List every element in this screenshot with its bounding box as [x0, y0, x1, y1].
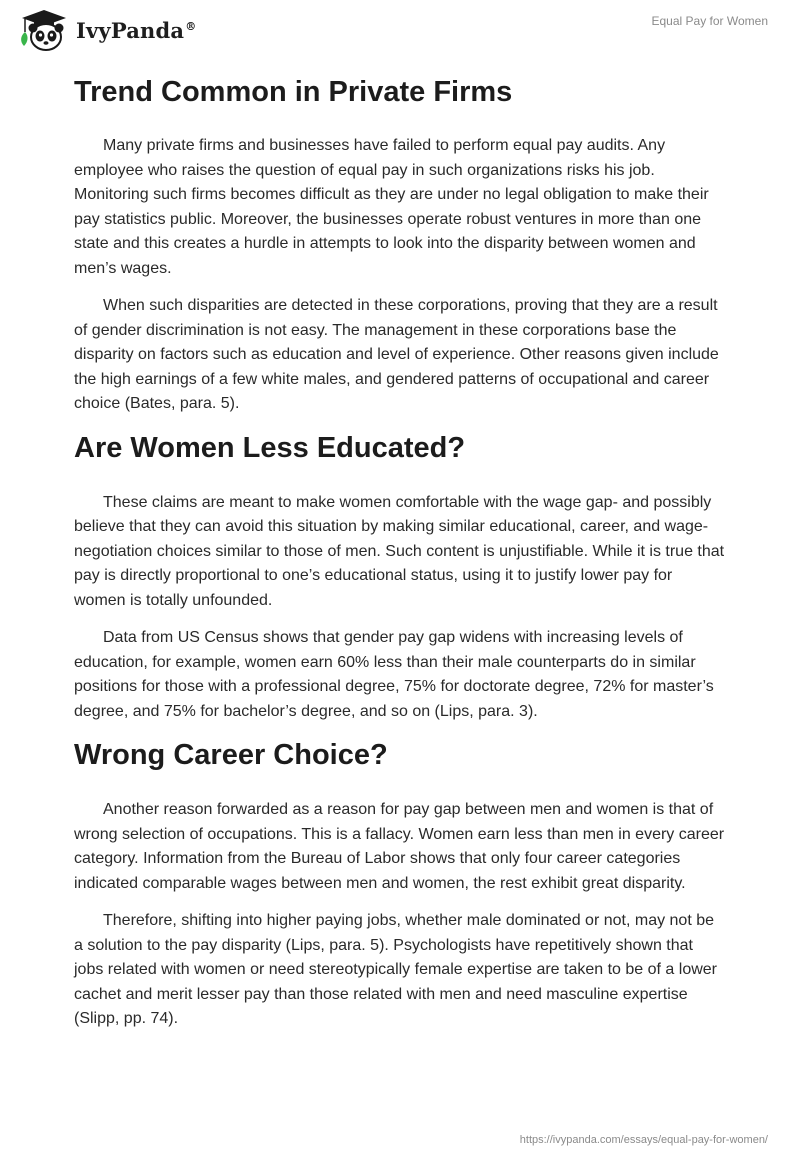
- panda-graduate-icon: [16, 8, 72, 52]
- section-heading: Wrong Career Choice?: [74, 739, 388, 771]
- brand-name: IvyPanda®: [76, 17, 197, 43]
- paragraph: Therefore, shifting into higher paying jobs, whether male dominated or not, may not be a solution to the pay disparity (Lips, para. 5). Psychologists have repetitively shown that jobs related with women or need stereotypically female expertise are taken to be of a lower cachet and merit lesser pay than those related with men and need masculine expertise (Slipp, pp. 74).: [74, 912, 718, 1027]
- paragraph: Many private firms and businesses have failed to perform equal pay audits. Any employee who raises the question of equal pay in such organizations risks his job. Monitoring such firms becomes difficult as they are under no legal obligation to make their pay statistics public. Moreover, the businesses operate robust ventures in more than one state and this creates a hurdle in attempts to look into the disparity between women and men’s wages.: [74, 137, 709, 277]
- paragraph: These claims are meant to make women comfortable with the wage gap- and possibly believe that they can avoid this situation by making similar educational, career, and wage-negotiation choices similar to those of men. Such content is unjustifiable. While it is true that pay is directly proportional to one’s educational status, using it to justify lower pay for women is totally unfounded.: [74, 493, 725, 609]
- paragraph: Another reason forwarded as a reason for pay gap between men and women is that of wrong selection of occupations. This is a fallacy. Women earn less than men in every career category. Information from the Bureau of Labor shows that only four career categories indicated comparable wages between men and women, the rest exhibit great disparity.: [74, 801, 725, 892]
- section-heading: Are Women Less Educated?: [74, 431, 466, 464]
- source-url[interactable]: https://ivypanda.com/essays/equal-pay-for-women/: [519, 1134, 768, 1146]
- ivypanda-logo[interactable]: [16, 8, 196, 52]
- essay-body: [74, 70, 726, 1032]
- paragraph: Data from US Census shows that gender pay gap widens with increasing levels of education, for example, women earn 60% less than their male counterparts do in similar positions for those with a professional degree, 75% for doctorate degree, 72% for master’s degree, and 75% for bachelor’s degree, and so on (Lips, para. 3).: [74, 629, 714, 720]
- section-heading: Trend Common in Private Firms: [74, 76, 513, 108]
- page-header: [0, 0, 800, 60]
- document-title: Equal Pay for Women: [651, 14, 768, 28]
- paragraph: When such disparities are detected in these corporations, proving that they are a result of gender discrimination is not easy. The management in these corporations base the disparity on factors such as education and level of experience. Other reasons given include the high earnings of a few white males, and gendered patterns of occupational and career choice (Bates, para. 5).: [74, 297, 719, 412]
